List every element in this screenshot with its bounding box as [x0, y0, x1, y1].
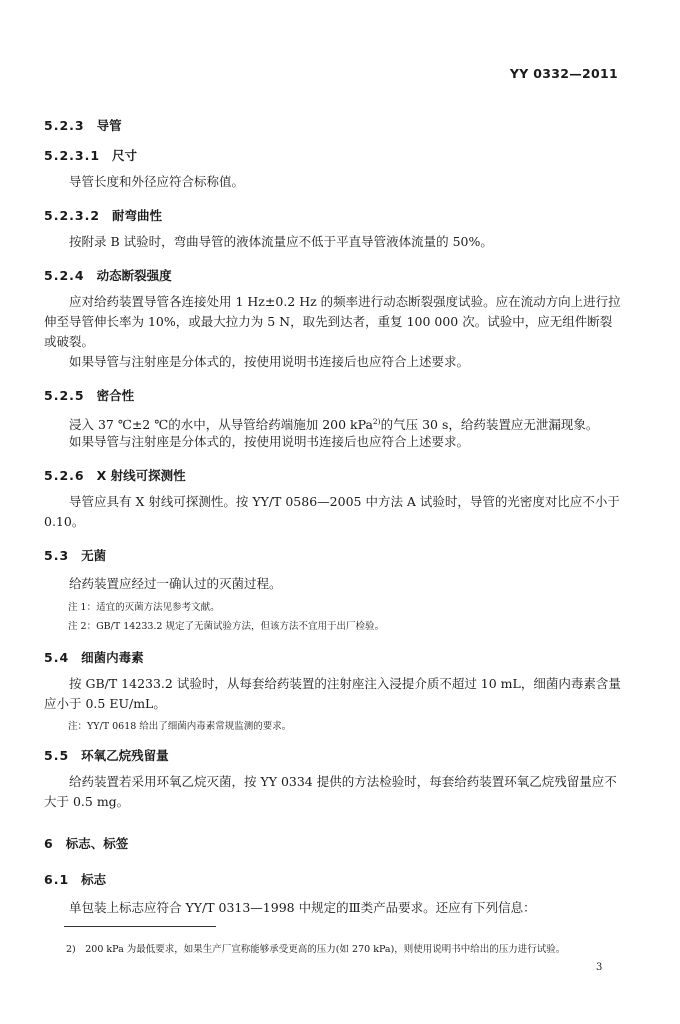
heading-number: 5.2.3.2	[44, 208, 101, 223]
heading-number: 5.2.5	[44, 388, 85, 403]
heading-number: 5.2.4	[44, 268, 85, 283]
heading-title: 无菌	[81, 548, 107, 563]
note-endotoxin: 注：YY/T 0618 给出了细菌内毒素常规监测的要求。	[68, 721, 292, 732]
heading-5-2-3	[44, 116, 122, 134]
heading-5-3	[44, 546, 106, 564]
heading-title: 细菌内毒素	[81, 650, 144, 665]
heading-title: 动态断裂强度	[96, 268, 172, 283]
heading-title: 密合性	[96, 388, 135, 403]
note-1: 注 1：适宜的灭菌方法见参考文献。	[68, 602, 220, 613]
heading-title: 导管	[96, 118, 122, 133]
tightness-text-a: 浸入 37 ℃±2 ℃的水中，从导管给药端施加 200 kPa	[69, 417, 373, 433]
paragraph-dimensions: 导管长度和外径应符合标称值。	[69, 174, 245, 189]
paragraph-endotoxin: 按 GB/T 14233.2 试验时，从每套给药装置的注射座注入浸提介质不超过 10 mL，细菌内毒素含量应小于 0.5 EU/mL。	[44, 676, 621, 711]
heading-number: 5.2.6	[44, 468, 85, 483]
heading-number: 5.3	[44, 548, 70, 563]
heading-number: 5.4	[44, 650, 70, 665]
footnote-divider	[64, 926, 216, 927]
page-number: 3	[596, 962, 603, 973]
heading-number: 5.5	[44, 748, 70, 763]
paragraph-sterile: 给药装置应经过一确认过的灭菌过程。	[69, 576, 282, 591]
paragraph-bend-resistance: 按附录 B 试验时，弯曲导管的液体流量应不低于平直导管液体流量的 50%。	[69, 234, 493, 249]
heading-5-5	[44, 746, 169, 764]
paragraph-separate-connection-2: 如果导管与注射座是分体式的，按使用说明书连接后也应符合上述要求。	[69, 434, 470, 449]
heading-number: 6.1	[44, 872, 70, 887]
footnote-2: 2) 200 kPa 为最低要求，如果生产厂宣称能够承受更高的压力(如 270 kPa)，则使用说明书中给出的压力进行试验。	[66, 944, 566, 955]
heading-title: X 射线可探测性	[96, 468, 186, 483]
heading-5-2-3-1	[44, 146, 137, 164]
paragraph-xray-detectability: 导管应具有 X 射线可探测性。按 YY/T 0586—2005 中方法 A 试验时，导管的光密度对比应不小于 0.10。	[44, 494, 620, 529]
heading-5-2-5	[44, 386, 134, 404]
paragraph-dynamic-fracture: 应对给药装置导管各连接处用 1 Hz±0.2 Hz 的频率进行动态断裂强度试验。应在流动方向上进行拉伸至导管伸长率为 10%，或最大拉力为 5 N，取先到达者，重复 100 000 次。试验中，应无组件断裂或破裂。	[44, 294, 621, 349]
heading-number: 5.2.3.1	[44, 148, 101, 163]
heading-title: 环氧乙烷残留量	[81, 748, 169, 763]
standard-code-header: YY 0332—2011	[509, 66, 618, 81]
heading-number: 5.2.3	[44, 118, 85, 133]
tightness-text-b: 的气压 30 s，给药装置应无泄漏现象。	[380, 417, 599, 433]
heading-5-4	[44, 648, 144, 666]
heading-5-2-3-2	[44, 206, 162, 224]
heading-6	[44, 834, 128, 852]
footnote-ref-2: 2)	[372, 417, 381, 426]
heading-5-2-4	[44, 266, 172, 284]
heading-5-2-6	[44, 466, 186, 484]
paragraph-separate-connection: 如果导管与注射座是分体式的，按使用说明书连接后也应符合上述要求。	[69, 354, 470, 369]
heading-title: 耐弯曲性	[112, 208, 163, 223]
heading-6-1	[44, 870, 106, 888]
heading-title: 标志	[81, 872, 107, 887]
heading-number: 6	[44, 836, 54, 851]
note-2: 注 2：GB/T 14233.2 规定了无菌试验方法，但该方法不宜用于出厂检验。	[68, 621, 384, 632]
heading-title: 标志、标签	[65, 836, 129, 851]
paragraph-marking: 单包装上标志应符合 YY/T 0313—1998 中规定的Ⅲ类产品要求。还应有下列信息：	[69, 900, 536, 915]
paragraph-eo-residue: 给药装置若采用环氧乙烷灭菌，按 YY 0334 提供的方法检验时，每套给药装置环氧乙烷残留量应不大于 0.5 mg。	[44, 774, 617, 809]
heading-title: 尺寸	[112, 148, 138, 163]
